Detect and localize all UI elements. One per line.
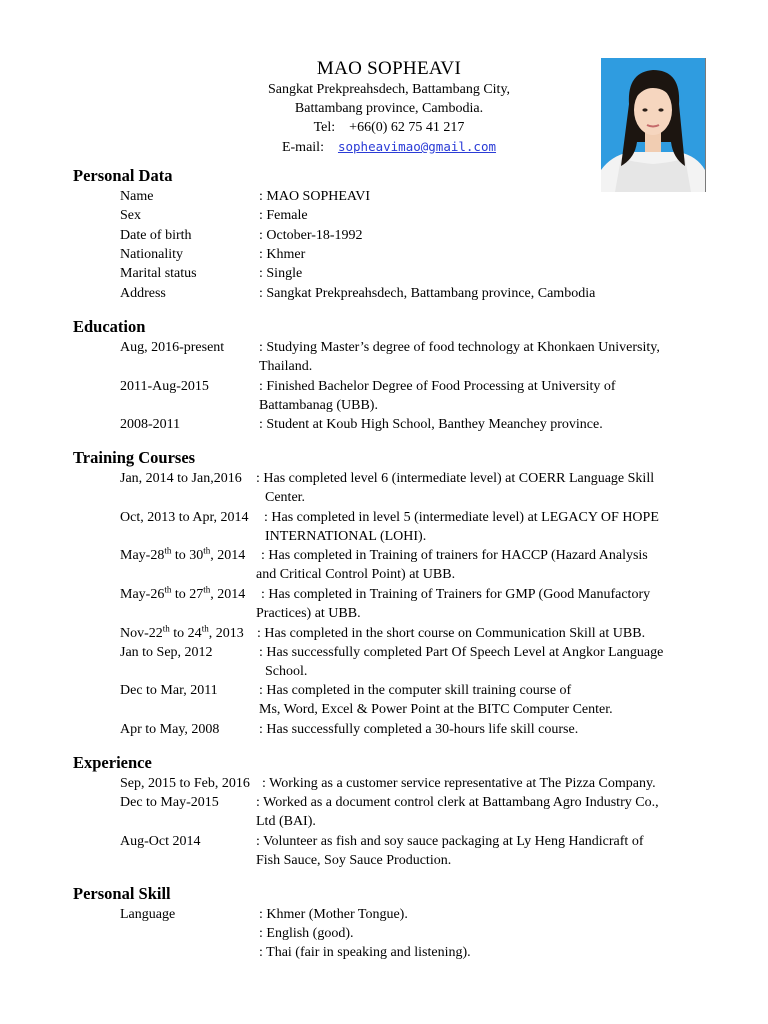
entry-text: : Has completed in Training of Trainers for GMP (Good Manufactory [261,587,651,602]
date-range [120,624,244,643]
entry-text-cont: Ltd (BAI). [256,814,316,830]
field-label: Name [120,189,154,204]
entry-text-cont: Center. [265,490,306,506]
date-to: to 30 [171,548,204,563]
date-range: Aug, 2016-present [120,340,225,355]
date-start: May-28 [120,548,165,563]
date-range: Jan, 2014 to Jan,2016 [120,471,242,486]
date-start: Nov-22 [120,626,163,641]
field-value: : Female [259,208,308,223]
entry-text: : Volunteer as fish and soy sauce packaging at Ly Heng Handicraft of [256,834,644,849]
entry-text-cont: School. [265,664,308,680]
tel-value: +66(0) 62 75 41 217 [349,120,465,135]
field-value: : October-18-1992 [259,228,363,243]
address-line-1: Sangkat Prekpreahsdech, Battambang City, [267,82,511,97]
entry-text: : Has completed level 6 (intermediate level) at COERR Language Skill [256,471,655,486]
entry-text-cont: Practices) at UBB. [256,606,361,622]
email-line [190,137,588,157]
date-range: Dec to May-2015 [120,795,219,810]
date-start: May-26 [120,587,165,602]
skill-value: : Thai (fair in speaking and listening). [259,945,471,960]
entry-text-cont: Fish Sauce, Soy Sauce Production. [256,853,452,869]
resume-header [190,58,588,157]
experience-heading: Experience [73,753,152,772]
field-label: Nationality [120,247,183,262]
field-label: Sex [120,208,141,223]
field-value: : Sangkat Prekpreahsdech, Battambang province, Cambodia [259,286,596,301]
personal-data-heading: Personal Data [73,166,173,185]
field-label: Address [120,286,166,301]
education-heading: Education [73,317,146,336]
date-range [120,585,245,604]
date-to: to 24 [169,626,202,641]
skills-heading: Personal Skill [73,884,171,903]
ordinal-suffix: th [201,623,209,634]
entry-text-cont: Ms, Word, Excel & Power Point at the BITC Computer Center. [259,702,613,718]
field-value: : MAO SOPHEAVI [259,189,370,204]
ordinal-suffix: th [164,545,172,556]
entry-text: : Has completed in the short course on Communication Skill at UBB. [257,626,646,641]
date-year: , 2013 [208,626,244,641]
ordinal-suffix: th [162,623,170,634]
date-range: Aug-Oct 2014 [120,834,201,849]
date-range: Oct, 2013 to Apr, 2014 [120,510,249,525]
date-range: Jan to Sep, 2012 [120,645,213,660]
entry-text: : Has completed in level 5 (intermediate level) at LEGACY OF HOPE [264,510,659,525]
entry-text-cont: Battambanag (UBB). [259,398,378,414]
email-link[interactable]: sopheavimao@gmail.com [337,139,497,154]
skill-value: : English (good). [259,926,354,941]
entry-text: : Has completed in Training of trainers for HACCP (Hazard Analysis [261,548,648,563]
tel-label: Tel: [313,120,336,135]
entry-text-cont: Thailand. [259,359,313,375]
training-heading: Training Courses [73,448,196,467]
entry-text: : Has successfully completed a 30-hours life skill course. [259,722,579,737]
date-year: , 2014 [210,548,246,563]
entry-text: : Working as a customer service representative at The Pizza Company. [262,776,656,791]
field-label: Marital status [120,266,197,281]
date-range: Sep, 2015 to Feb, 2016 [120,776,250,791]
date-range: 2008-2011 [120,417,181,432]
date-range: Apr to May, 2008 [120,722,220,737]
ordinal-suffix: th [164,584,172,595]
entry-text: : Student at Koub High School, Banthey Meanchey province. [259,417,603,432]
date-range: Dec to Mar, 2011 [120,683,218,698]
skill-value: : Khmer (Mother Tongue). [259,907,408,922]
entry-text: : Has successfully completed Part Of Speech Level at Angkor Language [259,645,664,660]
entry-text: : Studying Master’s degree of food technology at Khonkaen University, [259,340,660,355]
date-range [120,546,245,565]
entry-text: : Finished Bachelor Degree of Food Processing at University of [259,379,616,394]
date-to: to 27 [171,587,204,602]
skill-label: Language [120,907,176,922]
date-year: , 2014 [210,587,246,602]
ordinal-suffix: th [203,584,211,595]
date-range: 2011-Aug-2015 [120,379,209,394]
portrait-photo [601,58,705,192]
applicant-name: MAO SOPHEAVI [316,58,462,79]
field-value: : Single [259,266,303,281]
address-line-2: Battambang province, Cambodia. [294,101,484,116]
field-label: Date of birth [120,228,192,243]
portrait-illustration [601,58,705,192]
field-value: : Khmer [259,247,306,262]
entry-text: : Has completed in the computer skill training course of [259,683,572,698]
entry-text-cont: and Critical Control Point) at UBB. [256,567,456,583]
entry-text-cont: INTERNATIONAL (LOHI). [265,529,427,545]
email-label: E-mail: [281,140,324,155]
entry-text: : Worked as a document control clerk at Battambang Agro Industry Co., [256,795,659,810]
ordinal-suffix: th [203,545,211,556]
phone-line [190,118,588,137]
